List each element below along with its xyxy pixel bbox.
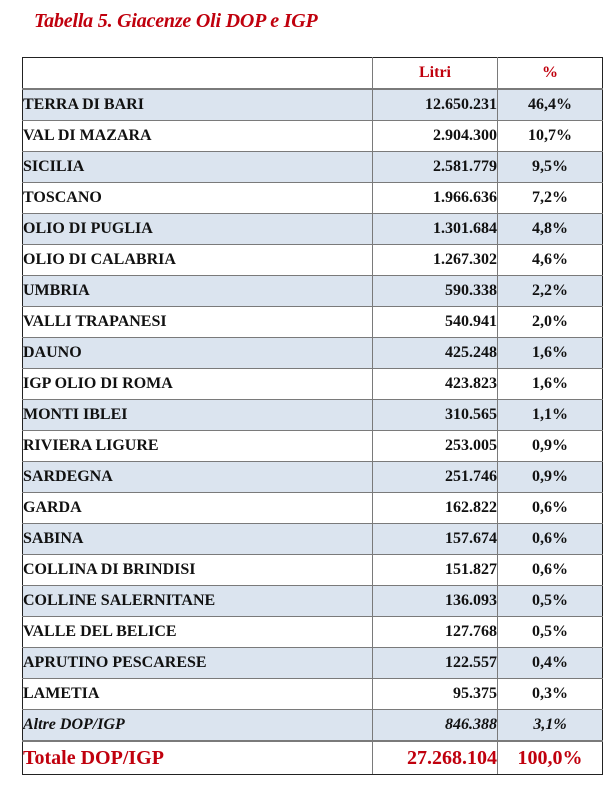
row-litri: 253.005 [373, 431, 498, 462]
header-litri: Litri [373, 58, 498, 90]
row-name: COLLINE SALERNITANE [23, 586, 373, 617]
table-row [23, 338, 603, 369]
row-name: SABINA [23, 524, 373, 555]
row-litri: 2.904.300 [373, 121, 498, 152]
row-name: SARDEGNA [23, 462, 373, 493]
header-row [23, 58, 603, 90]
row-name: OLIO DI PUGLIA [23, 214, 373, 245]
row-name: RIVIERA LIGURE [23, 431, 373, 462]
row-litri: 95.375 [373, 679, 498, 710]
row-name: TOSCANO [23, 183, 373, 214]
row-pct: 0,4% [498, 648, 603, 679]
row-name: APRUTINO PESCARESE [23, 648, 373, 679]
row-litri: 122.557 [373, 648, 498, 679]
row-name: COLLINA DI BRINDISI [23, 555, 373, 586]
table-title: Tabella 5. Giacenze Oli DOP e IGP [34, 10, 318, 32]
row-litri: 1.301.684 [373, 214, 498, 245]
total-row [23, 741, 603, 775]
row-name: IGP OLIO DI ROMA [23, 369, 373, 400]
header-pct: % [498, 58, 603, 90]
row-pct: 2,0% [498, 307, 603, 338]
row-name: MONTI IBLEI [23, 400, 373, 431]
row-litri: 157.674 [373, 524, 498, 555]
table-row [23, 555, 603, 586]
row-litri: 590.338 [373, 276, 498, 307]
row-pct: 4,6% [498, 245, 603, 276]
table-row [23, 648, 603, 679]
total-pct: 100,0% [498, 741, 603, 775]
row-litri: 162.822 [373, 493, 498, 524]
row-litri: 1.267.302 [373, 245, 498, 276]
row-pct: 0,5% [498, 586, 603, 617]
row-litri: 127.768 [373, 617, 498, 648]
row-litri: 310.565 [373, 400, 498, 431]
row-name: OLIO DI CALABRIA [23, 245, 373, 276]
table-row [23, 89, 603, 121]
table-row [23, 400, 603, 431]
table-row [23, 183, 603, 214]
table-row [23, 586, 603, 617]
total-litri: 27.268.104 [373, 741, 498, 775]
row-name: UMBRIA [23, 276, 373, 307]
row-litri: 2.581.779 [373, 152, 498, 183]
table-row [23, 493, 603, 524]
table-row [23, 121, 603, 152]
table-row [23, 214, 603, 245]
table-row [23, 617, 603, 648]
row-name: VAL DI MAZARA [23, 121, 373, 152]
header-name [23, 58, 373, 90]
row-pct: 46,4% [498, 89, 603, 121]
table-row [23, 369, 603, 400]
row-pct: 0,6% [498, 555, 603, 586]
row-name: VALLE DEL BELICE [23, 617, 373, 648]
row-pct: 2,2% [498, 276, 603, 307]
row-litri: 251.746 [373, 462, 498, 493]
other-pct: 3,1% [498, 710, 603, 742]
row-pct: 10,7% [498, 121, 603, 152]
table-row [23, 679, 603, 710]
other-name: Altre DOP/IGP [23, 710, 373, 742]
row-pct: 7,2% [498, 183, 603, 214]
table-row [23, 245, 603, 276]
row-name: LAMETIA [23, 679, 373, 710]
row-pct: 0,3% [498, 679, 603, 710]
row-pct: 9,5% [498, 152, 603, 183]
table-row [23, 276, 603, 307]
row-litri: 151.827 [373, 555, 498, 586]
row-litri: 12.650.231 [373, 89, 498, 121]
row-pct: 1,1% [498, 400, 603, 431]
row-name: TERRA DI BARI [23, 89, 373, 121]
table-row [23, 524, 603, 555]
row-litri: 540.941 [373, 307, 498, 338]
row-pct: 0,5% [498, 617, 603, 648]
other-row [23, 710, 603, 742]
row-name: GARDA [23, 493, 373, 524]
row-pct: 1,6% [498, 369, 603, 400]
row-pct: 0,6% [498, 493, 603, 524]
table-row [23, 462, 603, 493]
row-litri: 1.966.636 [373, 183, 498, 214]
table-row [23, 152, 603, 183]
row-pct: 0,9% [498, 462, 603, 493]
row-pct: 0,9% [498, 431, 603, 462]
row-litri: 423.823 [373, 369, 498, 400]
row-litri: 136.093 [373, 586, 498, 617]
total-name: Totale DOP/IGP [23, 741, 373, 775]
row-pct: 0,6% [498, 524, 603, 555]
row-pct: 1,6% [498, 338, 603, 369]
other-litri: 846.388 [373, 710, 498, 742]
row-litri: 425.248 [373, 338, 498, 369]
table-row [23, 431, 603, 462]
row-name: DAUNO [23, 338, 373, 369]
table-row [23, 307, 603, 338]
row-name: VALLI TRAPANESI [23, 307, 373, 338]
row-pct: 4,8% [498, 214, 603, 245]
row-name: SICILIA [23, 152, 373, 183]
stock-table [22, 57, 603, 775]
